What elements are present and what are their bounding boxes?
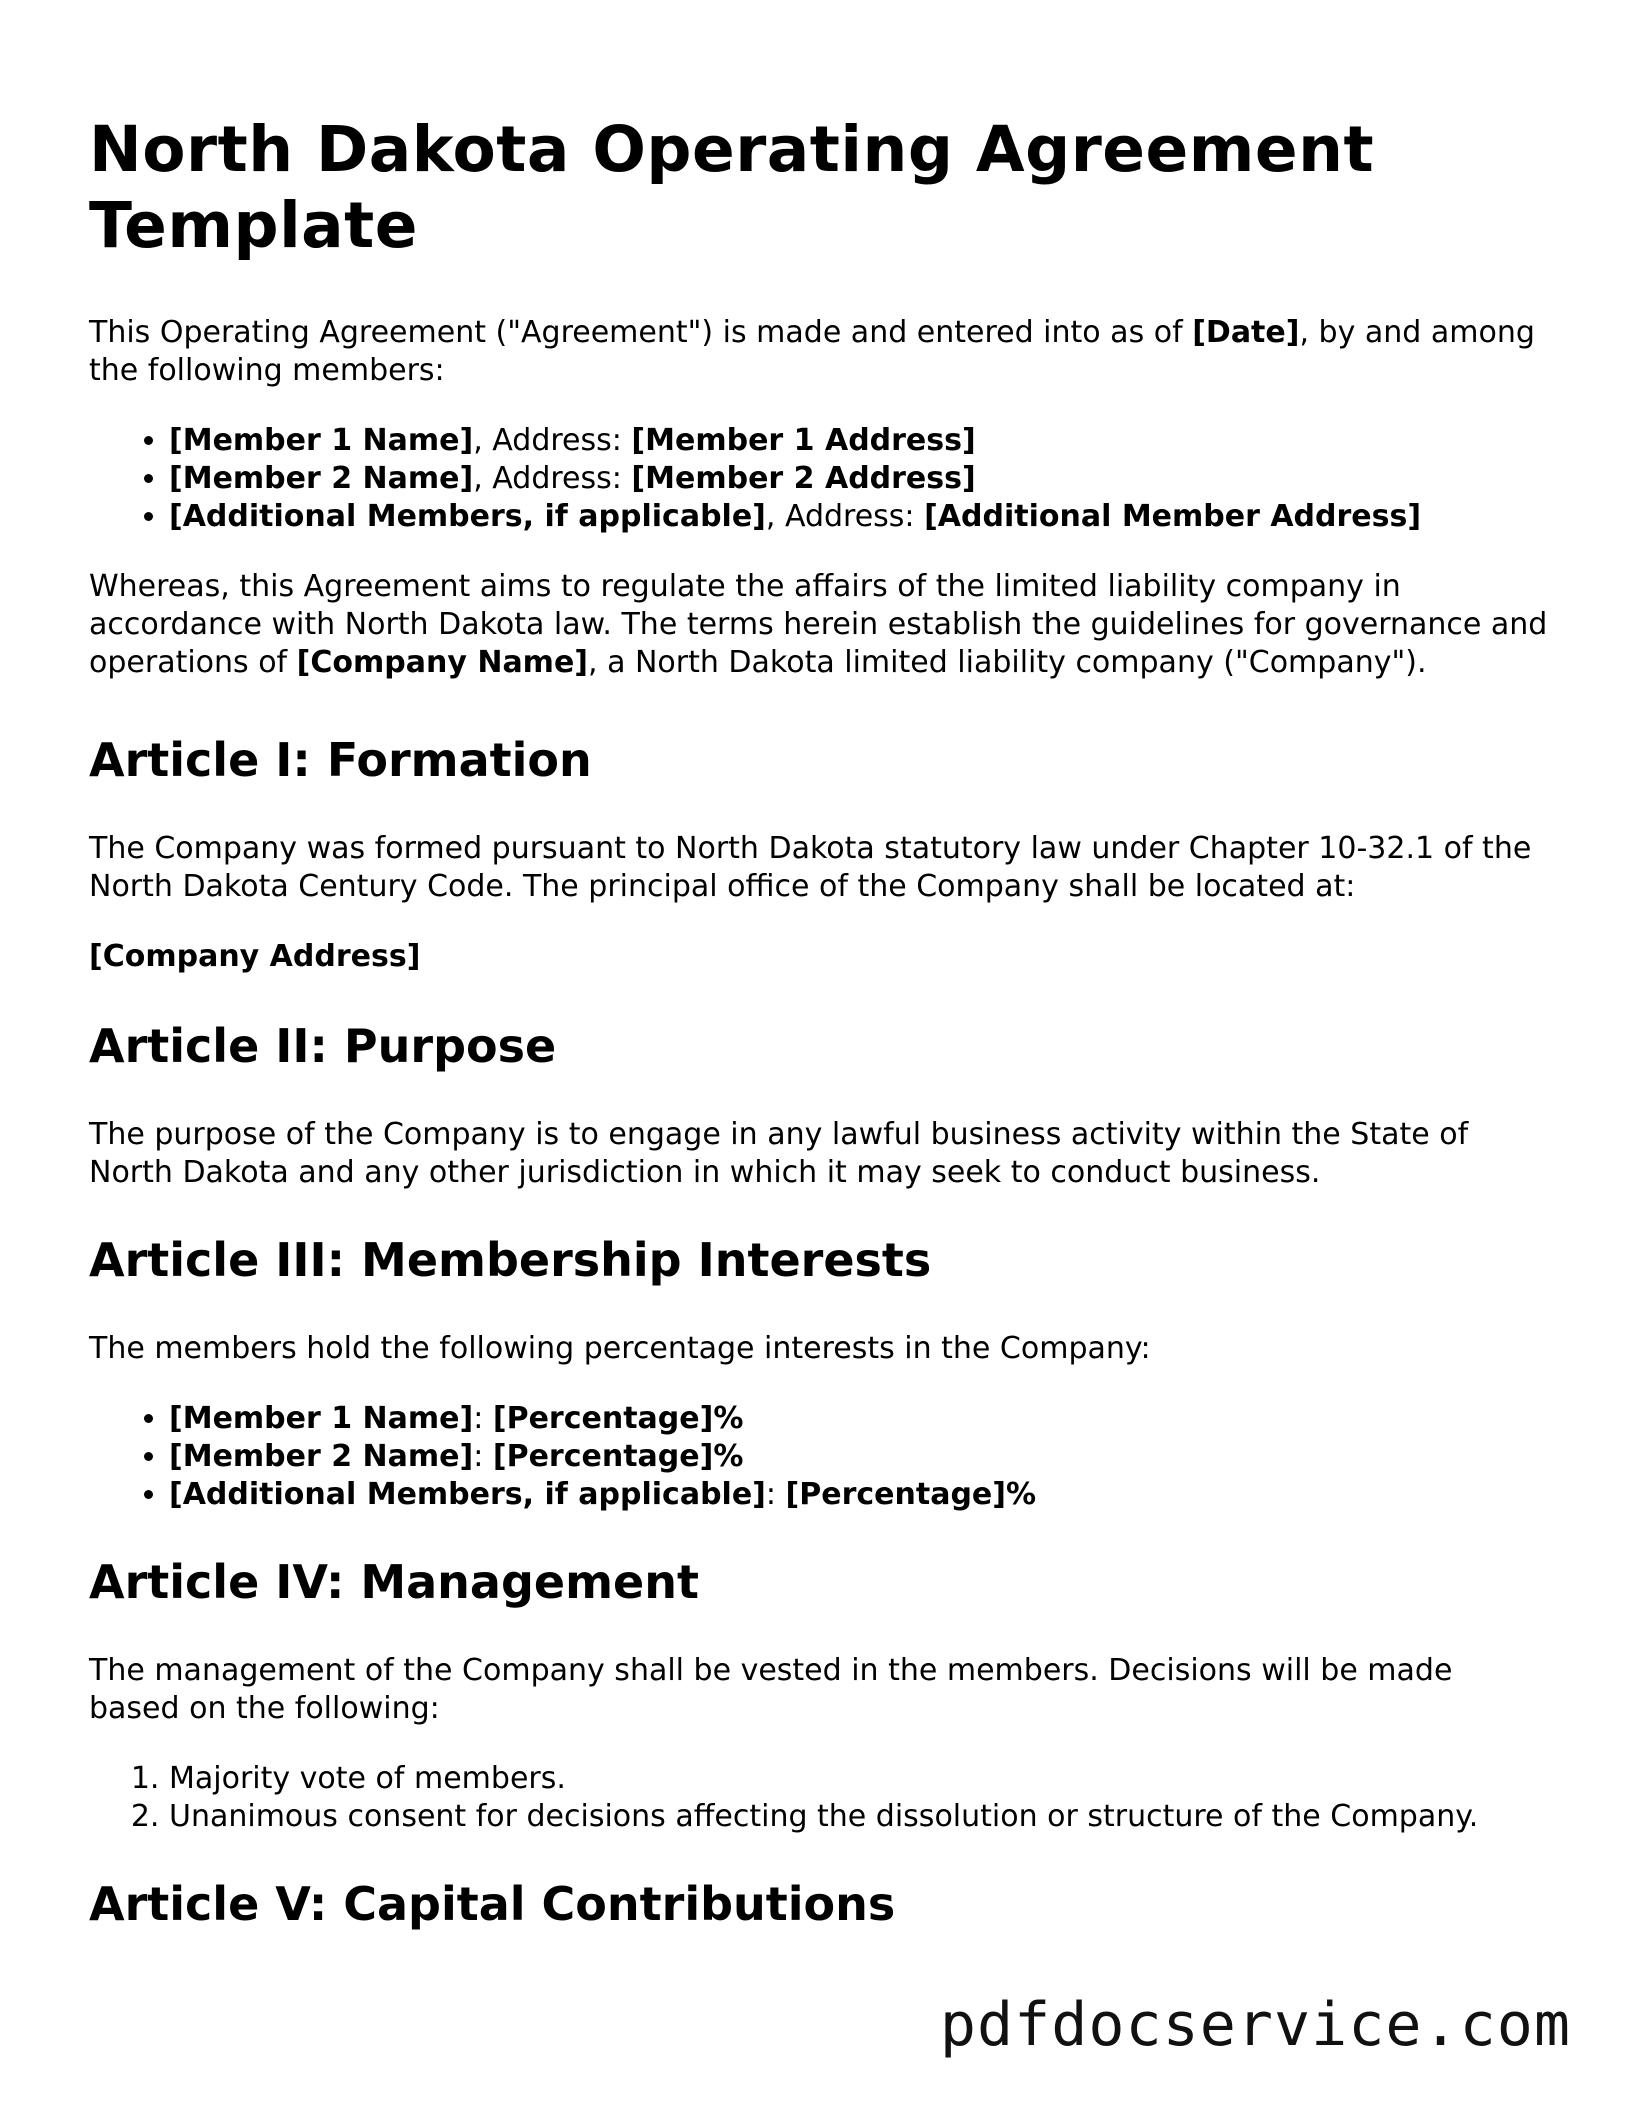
article-5-heading: Article V: Capital Contributions [89,1877,896,1931]
list-item: 2. Unanimous consent for decisions affecting the dissolution or structure of the Company. [169,1798,1549,1836]
whereas-text-2: , a North Dakota limited liability company ("Company"). [588,645,1427,680]
list-item: 1. Majority vote of members. [169,1760,1549,1798]
intro-text-1: This Operating Agreement ("Agreement") is made and entered into as of [89,315,1193,350]
article-3-heading: Article III: Membership Interests [89,1233,932,1287]
whereas-paragraph [89,568,1549,682]
member-name: [Additional Members, if applicable] [169,499,766,534]
member-address: [Additional Member Address] [924,499,1422,534]
member-sep: , Address: [473,423,632,458]
member-sep: , Address: [765,499,925,534]
decisions-list [89,1760,1549,1836]
list-item [169,422,1549,460]
interest-percentage: [Percentage]% [785,1477,1037,1512]
whereas-text-1: Whereas, this Agreement aims to regulate the affairs of the limited liability company in accordance with North Dakota law. The terms herein establish the guidelines for governance and operations of [89,569,1548,680]
member-address: [Member 1 Address] [631,423,976,458]
intro-paragraph [89,314,1549,390]
interests-list [89,1400,1549,1514]
list-item [169,498,1549,536]
article-1-text: The Company was formed pursuant to North Dakota statutory law under Chapter 10-32.1 of the North Dakota Century Code. The principal office of the Company shall be located at: [89,831,1532,904]
list-item [169,1438,1549,1476]
member-name: [Member 2 Name] [169,461,474,496]
list-item [169,1476,1549,1514]
article-2-text: The purpose of the Company is to engage in any lawful business activity within the State of North Dakota and any other jurisdiction in which it may seek to conduct business. [89,1117,1469,1190]
interest-sep: : [473,1439,493,1474]
interest-percentage: [Percentage]% [492,1401,744,1436]
interest-member-name: [Member 2 Name] [169,1439,474,1474]
article-4-heading: Article IV: Management [89,1555,699,1609]
company-address: [Company Address] [89,939,421,974]
interest-member-name: [Member 1 Name] [169,1401,474,1436]
company-address-placeholder [89,938,1549,976]
intro-text-2: , by and among the following members: [89,315,1535,388]
member-sep: , Address: [473,461,632,496]
interest-member-name: [Additional Members, if applicable] [169,1477,766,1512]
interest-percentage: [Percentage]% [492,1439,744,1474]
list-item [169,1400,1549,1438]
company-name-placeholder: [Company Name] [296,645,588,680]
document-page [89,112,1549,1932]
article-3-text: The members hold the following percentage interests in the Company: [89,1331,1151,1366]
date-placeholder: [Date] [1192,315,1300,350]
article-1-heading: Article I: Formation [89,733,592,787]
member-address: [Member 2 Address] [631,461,976,496]
interest-sep: : [473,1401,493,1436]
list-item [169,460,1549,498]
document-title: North Dakota Operating Agreement Template [89,113,1375,262]
members-list [89,422,1549,536]
article-4-text: The management of the Company shall be vested in the members. Decisions will be made based on the following: [89,1653,1453,1726]
article-2-heading: Article II: Purpose [89,1019,557,1073]
watermark: pdfdocservice.com [939,1990,1571,2060]
interest-sep: : [765,1477,786,1512]
member-name: [Member 1 Name] [169,423,474,458]
